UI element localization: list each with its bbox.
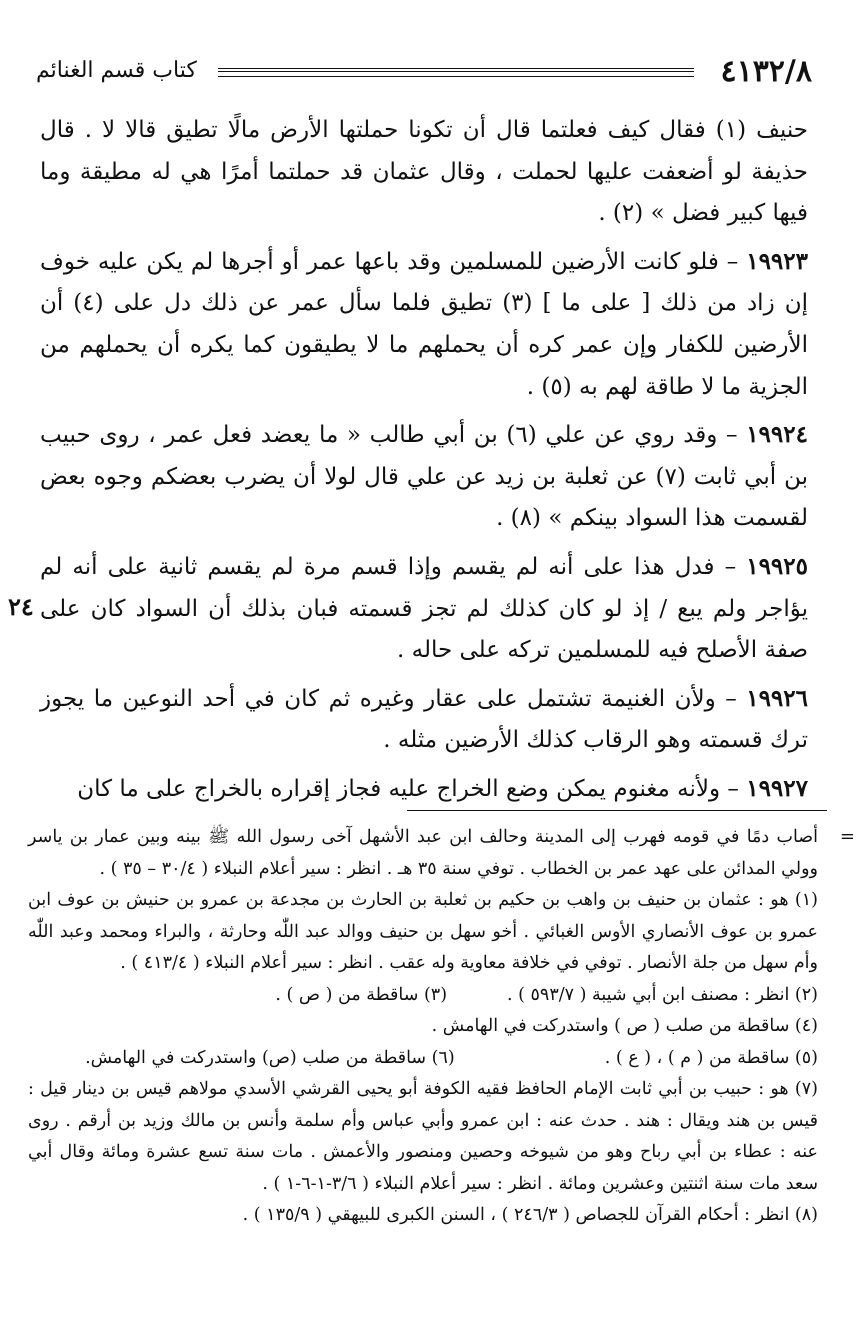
header-rule bbox=[218, 68, 694, 78]
continuation-mark: = bbox=[839, 826, 855, 847]
footnote-2: (٢) انظر : مصنف ابن أبي شيبة ( ٥٩٣/٧ ) . bbox=[507, 984, 818, 1005]
footnote-5: (٥) ساقطة من ( م ) ، ( ع ) . bbox=[604, 1047, 818, 1068]
footnote-separator bbox=[407, 810, 827, 811]
footnote-1: (١) هو : عثمان بن حنيف بن واهب بن حكيم بن ثعلبة بن الحارث بن مجدعة بن عمرو بن حنيش بن عوف ابن عمرو بن عوف الأنصاري الأوس الغبائي . أخو سهل بن حنيف ووالد عبد اللّٰه وحارثة ، والبراء ومحمد وعبد اللّٰه وأم سهل من جلة الأنصار . توفي في خلافة معاوية وله عقب . انظر : سير أعلام النبلاء ( ٤١٣/٤ ) . bbox=[28, 890, 818, 973]
paragraph-text: – وقد روي عن علي (٦) بن أبي طالب « ما يعضد فعل عمر ، روى حبيب بن أبي ثابت (٧) عن ثعلبة بن زيد عن علي قال لولا أن يضرب بعضكم وجوه بعض لقسمت هذا السواد بينكم » (٨) . bbox=[40, 422, 808, 532]
footnote-7: (٧) هو : حبيب بن أبي ثابت الإمام الحافظ فقيه الكوفة أبو يحيى القرشي الأسدي مولاهم قيس بن دينار قيل : قيس بن هند ويقال : هند . حدث عنه : ابن عمرو وأبي عباس وأم سلمة وأنس بن مالك وزيد بن أرقم . روى عنه : عطاء بن أبي رباح وهو من شيوخه وحصين ومنصور والأعمش . مات سنة تسع عشرة ومائة وقال أبي سعد مات سنة اثنتين وعشرين ومائة . انظر : سير أعلام النبلاء ( ٣/٦-١-٦-١ ) . bbox=[28, 1079, 818, 1194]
section-title: كتاب قسم الغنائم bbox=[36, 58, 197, 83]
paragraph bbox=[40, 414, 808, 540]
footnote-continuation: أصاب دمًا في قومه فهرب إلى المدينة وحالف ابن عبد الأشهل آخى رسول الله ﷺ بينه وبين عمار بن ياسر وولي المدائن على عهد عمر بن الخطاب . توفي سنة ٣٥ هـ . انظر : سير أعلام النبلاء ( ٣٠/٤ – ٣٥ ) . bbox=[28, 827, 818, 879]
paragraph-number: ١٩٩٢٣ bbox=[746, 247, 808, 275]
paragraph bbox=[40, 768, 808, 811]
page-header bbox=[28, 54, 812, 94]
footnote-row bbox=[28, 1043, 818, 1075]
page-number: ٤١٣٢/٨ bbox=[720, 54, 812, 89]
paragraph bbox=[40, 110, 808, 235]
paragraph-text: – فدل هذا على أنه لم يقسم وإذا قسم مرة لم يقسم ثانية على أنه لم يؤاجر ولم يبع / إذ لو كان كذلك لم تجز قسمته فبان بذلك أن السواد كان على صفة الأصلح فيه للمسلمين تركه على حاله . bbox=[40, 553, 808, 664]
paragraph-number: ١٩٩٢٦ bbox=[746, 684, 808, 712]
footnote-8: (٨) انظر : أحكام القرآن للجصاص ( ٢٤٦/٣ ) ، السنن الكبرى للبيهقي ( ١٣٥/٩ ) . bbox=[242, 1205, 818, 1225]
footnote-row bbox=[28, 980, 818, 1012]
footnote-4: (٤) ساقطة من صلب ( ص ) واستدركت في الهامش . bbox=[431, 1016, 818, 1036]
paragraph-text: – فلو كانت الأرضين للمسلمين وقد باعها عمر أو أجرها لم يكن عليه خوف إن زاد من ذلك [ على ما ] (٣) تطيق فلما سأل عمر عن ذلك دل على (٤) أن الأرضين للكفار وإن عمر كره أن يحملهم ما لا يطيقون كما يكره أن يحملهم من الجزية ما لا طاقة لهم به (٥) . bbox=[40, 248, 808, 400]
footnote-3: (٣) ساقطة من ( ص ) . bbox=[275, 984, 448, 1005]
spacer bbox=[447, 980, 507, 1012]
paragraph-text: حنيف (١) فقال كيف فعلتما قال أن تكونا حملتها الأرض مالًا تطيق قالا لا . قال حذيفة لو أضعفت عليها لحملت ، وقال عثمان قد حملتما أمرًا هي له مطيقة وما فيها كبير فضل » (٢) . bbox=[40, 117, 808, 227]
footnotes bbox=[28, 822, 818, 1232]
paragraph-number: ١٩٩٢٤ bbox=[746, 421, 808, 449]
paragraph-number: ١٩٩٢٧ bbox=[746, 774, 808, 802]
paragraph bbox=[40, 241, 808, 408]
paragraph-text: – ولأن الغنيمة تشتمل على عقار وغيره ثم كان في أحد النوعين ما يجوز ترك قسمته وهو الرقاب كذلك الأرضين مثله . bbox=[40, 685, 808, 754]
spacer bbox=[455, 1043, 605, 1075]
footnote-6: (٦) ساقطة من صلب (ص) واستدركت في الهامش. bbox=[85, 1047, 455, 1068]
paragraph-number: ١٩٩٢٥ bbox=[746, 552, 808, 580]
paragraph-text: – ولأنه مغنوم يمكن وضع الخراج عليه فجاز إقراره بالخراج على ما كان bbox=[77, 775, 747, 802]
main-text bbox=[40, 110, 808, 817]
margin-page-number: ٢٤ bbox=[8, 592, 34, 621]
paragraph bbox=[40, 546, 808, 672]
paragraph bbox=[40, 678, 808, 762]
